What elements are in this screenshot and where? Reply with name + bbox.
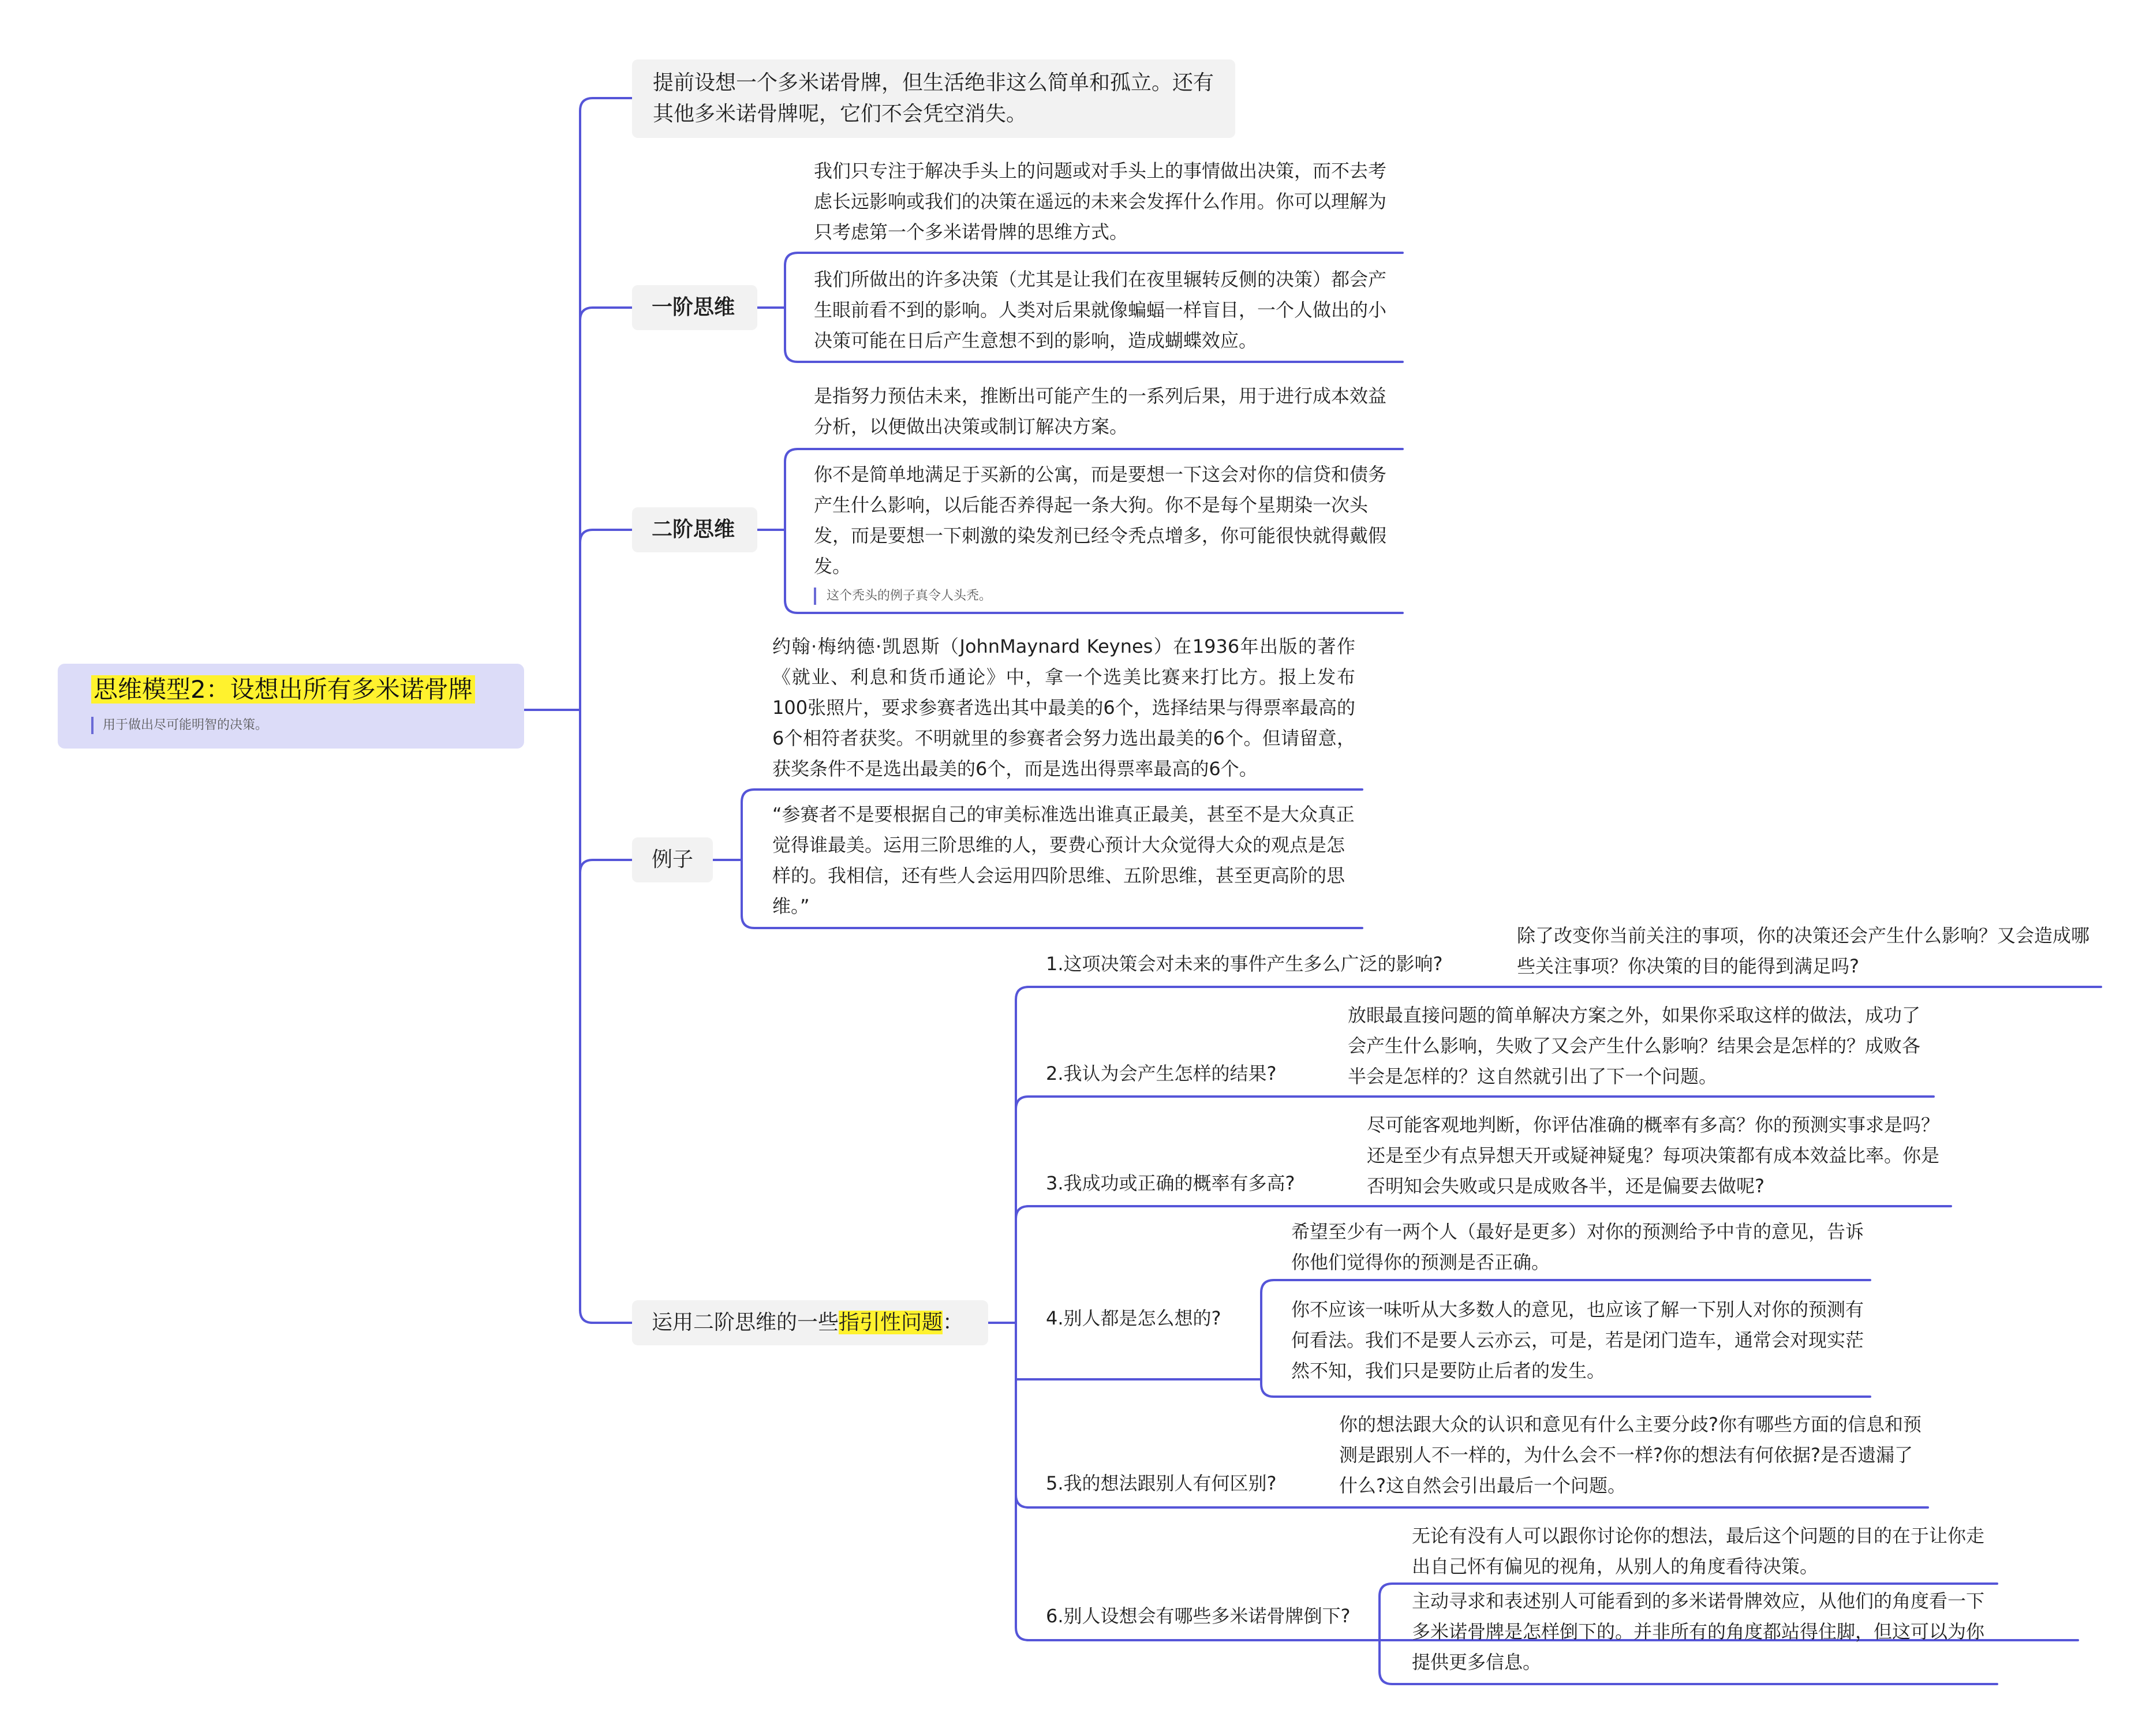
first-order-topic[interactable] xyxy=(632,285,757,330)
second-order-detail-1: 是指努力预估未来，推断出可能产生的一系列后果，用于进行成本效益分析，以便做出决策或制订解决方案。 xyxy=(814,385,1387,437)
connector-example xyxy=(580,860,632,873)
question-6-answer-1: 无论有没有人可以跟你讨论你的想法，最后这个问题的目的在于让你走出自己怀有偏见的视角，从别人的角度看待决策。 xyxy=(1412,1525,1985,1577)
guide-topic[interactable] xyxy=(632,1300,988,1345)
root-topic[interactable] xyxy=(58,664,524,749)
second-order-label: 二阶思维 xyxy=(652,518,735,541)
second-order-note: 这个秃头的例子真令人头秃。 xyxy=(814,588,992,605)
connector-second-order xyxy=(580,530,632,542)
example-label: 例子 xyxy=(652,848,694,871)
question-4[interactable]: 4.别人都是怎么想的? xyxy=(1046,1307,1221,1329)
second-order-topic[interactable] xyxy=(632,507,757,552)
connector-trunk-lower xyxy=(580,710,632,1323)
guide-label-prefix: 运用二阶思维的一些 xyxy=(652,1311,839,1334)
question-2-answer: 放眼最直接问题的简单解决方案之外，如果你采取这样的做法，成功了会产生什么影响，失败了又会产生什么影响？结果会是怎样的？成败各半会是怎样的？这自然就引出了下一个问题。 xyxy=(1348,1004,1921,1087)
intro-text: 提前设想一个多米诺骨牌，但生活绝非这么简单和孤立。还有其他多米诺骨牌呢，它们不会凭空消失。 xyxy=(653,71,1214,126)
question-2[interactable]: 2.我认为会产生怎样的结果? xyxy=(1046,1062,1277,1084)
root-note: 用于做出尽可能明智的决策。 xyxy=(91,717,268,734)
root-title: 思维模型2：设想出所有多米诺骨牌 xyxy=(91,673,475,706)
first-order-detail-2: 我们所做出的许多决策（尤其是让我们在夜里辗转反侧的决策）都会产生眼前看不到的影响。人类对后果就像蝙蝠一样盲目，一个人做出的小决策可能在日后产生意想不到的影响，造成蝴蝶效应。 xyxy=(814,268,1387,351)
question-3[interactable]: 3.我成功或正确的概率有多高? xyxy=(1046,1172,1295,1194)
question-4-answer-2: 你不应该一味听从大多数人的意见，也应该了解一下别人对你的预测有何看法。我们不是要人云亦云，可是，若是闭门造车，通常会对现实茫然不知，我们只是要防止后者的发生。 xyxy=(1291,1299,1864,1382)
example-detail-2: “参赛者不是要根据自己的审美标准选出谁真正最美，甚至不是大众真正觉得谁最美。运用三阶思维的人，要费心预计大众觉得大众的观点是怎样的。我相信，还有些人会运用四阶思维、五阶思维，甚至更高阶的思维。” xyxy=(772,803,1355,917)
question-1[interactable]: 1.这项决策会对未来的事件产生多么广泛的影响? xyxy=(1046,953,1443,975)
connector-first-order xyxy=(580,308,632,320)
question-5[interactable]: 5.我的想法跟别人有何区别? xyxy=(1046,1472,1277,1494)
question-5-answer: 你的想法跟大众的认识和意见有什么主要分歧?你有哪些方面的信息和预测是跟别人不一样的，为什么会不一样?你的想法有何依据?是否遗漏了什么?这自然会引出最后一个问题。 xyxy=(1339,1413,1922,1496)
guide-label-suffix: ： xyxy=(943,1311,964,1334)
question-4-answer-1: 希望至少有一两个人（最好是更多）对你的预测给予中肯的意见，告诉你他们觉得你的预测是否正确。 xyxy=(1291,1221,1864,1273)
question-1-answer: 除了改变你当前关注的事项，你的决策还会产生什么影响？又会造成哪些关注事项？你决策的目的能得到满足吗? xyxy=(1517,925,2090,977)
example-detail-1: 约翰·梅纳德·凯恩斯（JohnMaynard Keynes）在1936年出版的著作《就业、利息和货币通论》中，拿一个选美比赛来打比方。报上发布100张照片，要求参赛者选出其中最美的6个，选择结果与得票率最高的6个相符者获奖。不明就里的参赛者会努力选出最美的6个。但请留意，获奖条件不是选出最美的6个，而是选出得票率最高的6个。 xyxy=(772,635,1355,780)
question-3-answer: 尽可能客观地判断，你评估准确的概率有多高？你的预测实事求是吗？还是至少有点异想天开或疑神疑鬼？每项决策都有成本效益比率。你是否明知会失败或只是成败各半，还是偏要去做呢? xyxy=(1367,1114,1940,1197)
connector-trunk xyxy=(580,98,632,710)
example-topic[interactable] xyxy=(632,837,713,882)
first-order-detail-1: 我们只专注于解决手头上的问题或对手头上的事情做出决策，而不去考虑长远影响或我们的决策在遥远的未来会发挥什么作用。你可以理解为只考虑第一个多米诺骨牌的思维方式。 xyxy=(814,160,1387,243)
question-6[interactable]: 6.别人设想会有哪些多米诺骨牌倒下? xyxy=(1046,1605,1351,1627)
question-6-answer-2: 主动寻求和表述别人可能看到的多米诺骨牌效应，从他们的角度看一下多米诺骨牌是怎样倒下的。并非所有的角度都站得住脚，但这可以为你提供更多信息。 xyxy=(1412,1590,1985,1673)
first-order-label: 一阶思维 xyxy=(652,295,735,319)
second-order-detail-2: 你不是简单地满足于买新的公寓，而是要想一下这会对你的信贷和债务产生什么影响，以后能否养得起一条大狗。你不是每个星期染一次头发，而是要想一下刺激的染发剂已经令秃点增多，你可能很快就得戴假发。 xyxy=(814,463,1387,577)
intro-topic[interactable] xyxy=(632,59,1235,138)
guide-label-highlight: 指引性问题 xyxy=(839,1311,943,1334)
